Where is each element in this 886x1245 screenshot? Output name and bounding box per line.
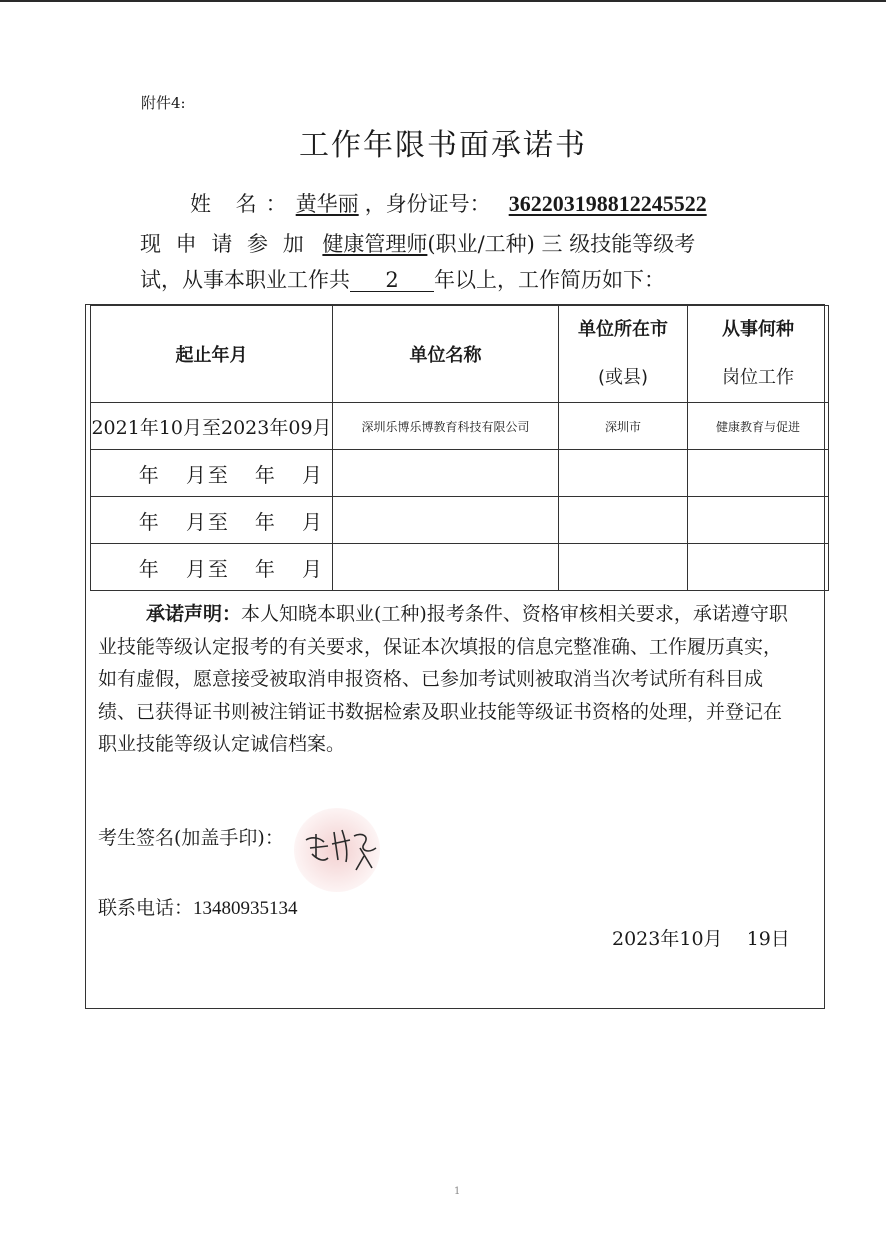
phone-number: 13480935134 — [193, 898, 298, 919]
statement-lead: 承诺声明： — [146, 603, 242, 625]
row-unit: 深圳乐博乐博教育科技有限公司 — [333, 403, 559, 450]
application-line — [140, 228, 695, 258]
signature-label: 考生签名(加盖手印)： — [98, 827, 284, 849]
page-number: 1 — [454, 1186, 461, 1197]
row-position — [688, 497, 829, 544]
experience-prefix: 试，从事本职业工作共 — [140, 268, 350, 292]
experience-line — [140, 264, 665, 294]
occupation-suffix: (职业/工种) 三 级技能等级考 — [427, 232, 696, 256]
applicant-line — [190, 188, 707, 218]
row-location — [559, 450, 688, 497]
row-location: 深圳市 — [559, 403, 688, 450]
apply-prefix: 现 申 请 参 加 — [140, 232, 308, 256]
row-unit — [333, 544, 559, 591]
table-row — [91, 497, 829, 544]
row-position: 健康教育与促进 — [688, 403, 829, 450]
document-title: 工作年限书面承诺书 — [299, 128, 587, 163]
name-label: 姓 名： — [190, 192, 296, 216]
work-history-table — [90, 305, 829, 591]
experience-suffix: 年以上，工作简历如下： — [434, 268, 665, 292]
row-period: 2021年10月至2023年09月 — [91, 403, 333, 450]
row-location — [559, 544, 688, 591]
row-position — [688, 450, 829, 497]
commitment-statement — [98, 598, 788, 761]
header-unit: 单位名称 — [333, 306, 559, 403]
row-location — [559, 497, 688, 544]
row-period: 年 月至 年 月 — [91, 497, 333, 544]
handwritten-signature — [302, 818, 382, 874]
row-unit — [333, 497, 559, 544]
occupation: 健康管理师 — [322, 232, 428, 256]
statement-text: 本人知晓本职业(工种)报考条件、资格审核相关要求，承诺遵守职业技能等级认定报考的有关要求，保证本次填报的信息完整准确、工作履历真实，如有虚假，愿意接受被取消申报资格、已参加考试则被取消当次考试所有科目成绩、已获得证书则被注销证书数据检索及职业技能等级证书资格的处理，并登记在职业技能等级认定诚信档案。 — [98, 603, 788, 755]
table-row — [91, 450, 829, 497]
table-row — [91, 403, 829, 450]
row-unit — [333, 450, 559, 497]
id-number: 362203198812245522 — [508, 191, 707, 216]
applicant-name: 黄华丽 — [295, 192, 359, 216]
top-border — [0, 0, 886, 2]
table-row — [91, 544, 829, 591]
row-period: 年 月至 年 月 — [91, 544, 333, 591]
years-value: 2 — [350, 269, 434, 292]
row-period: 年 月至 年 月 — [91, 450, 333, 497]
phone-label: 联系电话： — [98, 897, 194, 919]
header-location: 单位所在市 (或县) — [559, 306, 688, 403]
id-label: ，身份证号： — [364, 192, 491, 216]
row-position — [688, 544, 829, 591]
table-header-row — [91, 306, 829, 403]
attachment-label: 附件4: — [141, 94, 186, 112]
header-period: 起止年月 — [91, 306, 333, 403]
header-position: 从事何种 岗位工作 — [688, 306, 829, 403]
phone-line — [98, 893, 298, 920]
sign-date: 2023年10月 19日 — [612, 928, 790, 950]
